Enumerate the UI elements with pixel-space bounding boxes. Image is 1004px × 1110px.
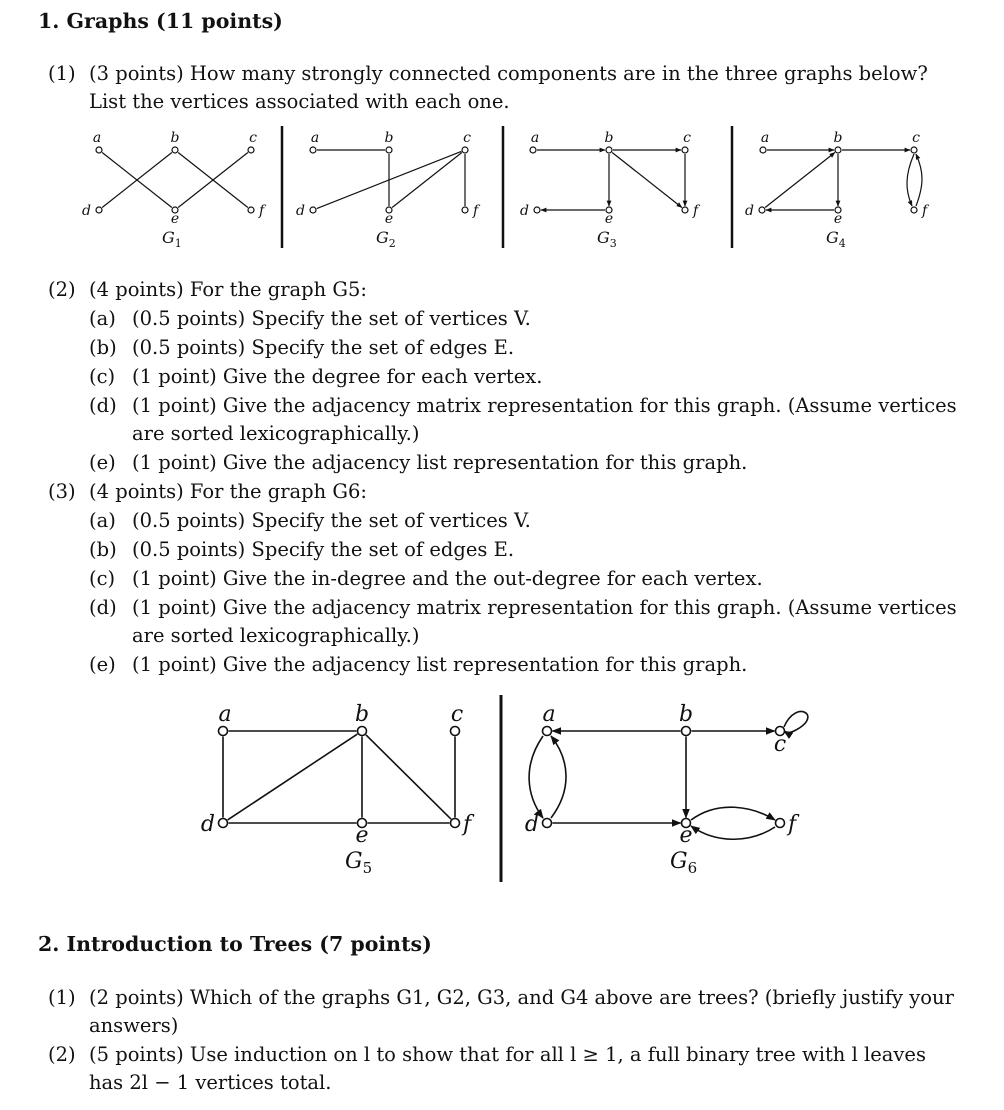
q3c-text: (1 point) Give the in-degree and the out-degree for each vertex. [132,567,763,590]
g1-label-a: a [92,130,102,146]
g2-label-d: d [296,203,305,219]
q3-intro: (4 points) For the graph G6: [89,480,367,503]
g5-edge-b-f [366,735,451,819]
g6-edge-f-e [691,826,775,839]
q2a-number: (a) [89,307,116,330]
g1-vertex-f [248,207,254,213]
g3-label-a: a [530,130,540,146]
q3a-text: (0.5 points) Specify the set of vertices V. [132,509,531,532]
trees-q2-text-line1: (5 points) Use induction on l to show that for all l ≥ 1, a full binary tree with l leaves [89,1043,926,1066]
q2a-text: (0.5 points) Specify the set of vertices V. [132,307,531,330]
g4-vertex-f [911,207,917,213]
q2b-text: (0.5 points) Specify the set of edges E. [132,336,515,359]
g6-edge-c-c [784,712,808,733]
q2-intro: (4 points) For the graph G5: [89,278,367,301]
q2-number: (2) [48,278,76,301]
g6-edge-a-d [529,736,543,818]
g6-vertex-a [543,727,552,736]
q3a-number: (a) [89,509,116,532]
g5-vertex-f [451,819,460,828]
g4-name: $G_4$ [826,228,846,250]
g4-edge-f-c [916,154,922,206]
g4-vertex-d [759,207,765,213]
q3e-text: (1 point) Give the adjacency list representation for this graph. [132,653,748,676]
g4-edge-d-b [765,152,835,207]
q2d-text-line2: are sorted lexicographically.) [132,422,420,445]
q3d-text-line1: (1 point) Give the adjacency matrix representation for this graph. (Assume vertices [132,596,957,619]
g4-vertex-a [760,147,766,153]
g6-edge-d-a [551,736,566,818]
g6-label-e: e [679,823,693,848]
g4-label-c: c [912,130,920,146]
g3-vertex-b [606,147,612,153]
g1-label-d: d [82,203,91,219]
g4-label-d: d [745,203,754,219]
g4-label-a: a [760,130,770,146]
trees-q1-text-line1: (2 points) Which of the graphs G1, G2, G3, and G4 above are trees? (briefly justify your [89,986,954,1009]
q1-text-line2: List the vertices associated with each one. [89,90,510,113]
g1-label-b: b [170,130,180,146]
g3-label-f: f [693,203,699,219]
g5-label-e: e [355,823,369,848]
g5-edge-b-d [228,734,358,820]
g5-name: $G_5$ [345,849,373,877]
g5-label-d: d [200,812,215,837]
g4-label-f: f [922,203,928,219]
g6-vertex-f [776,819,785,828]
g1-vertex-c [248,147,254,153]
g4-label-b: b [833,130,843,146]
g3-name: $G_3$ [597,228,617,250]
g5-label-a: a [218,702,232,727]
g1-label-e: e [170,211,180,227]
g2-label-c: c [463,130,471,146]
g5-label-b: b [354,702,370,727]
g4-label-e: e [833,211,843,227]
g6-label-c: c [773,732,787,757]
g4-edge-c-f [907,154,914,206]
g3-vertex-a [530,147,536,153]
g1-label-c: c [249,130,257,146]
trees-q2-number: (2) [48,1043,76,1066]
g3-label-b: b [604,130,614,146]
section-1-heading: 1. Graphs (11 points) [38,9,283,33]
q2c-number: (c) [89,365,116,388]
g6-vertex-b [682,727,691,736]
trees-q2-text-line2: has 2l − 1 vertices total. [89,1071,332,1094]
q3b-text: (0.5 points) Specify the set of edges E. [132,538,515,561]
trees-q1-number: (1) [48,986,76,1009]
g4-vertex-c [911,147,917,153]
g3-label-d: d [520,203,529,219]
g1-vertex-a [96,147,102,153]
g1-label-f: f [259,203,265,219]
q3c-number: (c) [89,567,116,590]
q2d-number: (d) [89,394,117,417]
q2e-text: (1 point) Give the adjacency list representation for this graph. [132,451,748,474]
g2-label-f: f [473,203,479,219]
g2-label-b: b [384,130,394,146]
g6-label-d: d [524,812,539,837]
g1-vertex-b [172,147,178,153]
trees-q1-text-line2: answers) [89,1014,179,1037]
g2-label-a: a [310,130,320,146]
g1-vertex-d [96,207,102,213]
q3-number: (3) [48,480,76,503]
g3-label-c: c [683,130,691,146]
g3-vertex-c [682,147,688,153]
g5-vertex-d [219,819,228,828]
g3-vertex-f [682,207,688,213]
q3e-number: (e) [89,653,116,676]
g6-label-f: f [788,812,797,837]
g4-vertex-b [835,147,841,153]
g6-name: $G_6$ [670,849,698,877]
g2-edge-c-e [392,152,462,207]
g5-label-f: f [463,812,472,837]
q2b-number: (b) [89,336,117,359]
g2-vertex-b [386,147,392,153]
g2-vertex-f [462,207,468,213]
g5-label-c: c [450,702,464,727]
g1-name: $G_1$ [162,228,182,250]
g2-vertex-c [462,147,468,153]
g3-edge-b-f [612,152,682,207]
q1-number: (1) [48,62,76,85]
q2c-text: (1 point) Give the degree for each vertex. [132,365,543,388]
q2e-number: (e) [89,451,116,474]
g6-edge-e-f [691,807,775,820]
g2-vertex-a [310,147,316,153]
q3b-number: (b) [89,538,117,561]
g5-vertex-a [219,727,228,736]
q3d-text-line2: are sorted lexicographically.) [132,624,420,647]
g6-label-a: a [542,702,556,727]
section-2-heading: 2. Introduction to Trees (7 points) [38,932,432,956]
g5-vertex-c [451,727,460,736]
q1-text-line1: (3 points) How many strongly connected components are in the three graphs below? [89,62,928,85]
g2-vertex-d [310,207,316,213]
g6-label-b: b [678,702,694,727]
q2d-text-line1: (1 point) Give the adjacency matrix representation for this graph. (Assume vertices [132,394,957,417]
g3-vertex-d [534,207,540,213]
g2-name: $G_2$ [376,228,396,250]
g6-vertex-d [543,819,552,828]
g2-label-e: e [384,211,394,227]
g3-label-e: e [604,211,614,227]
g5-vertex-b [358,727,367,736]
q3d-number: (d) [89,596,117,619]
